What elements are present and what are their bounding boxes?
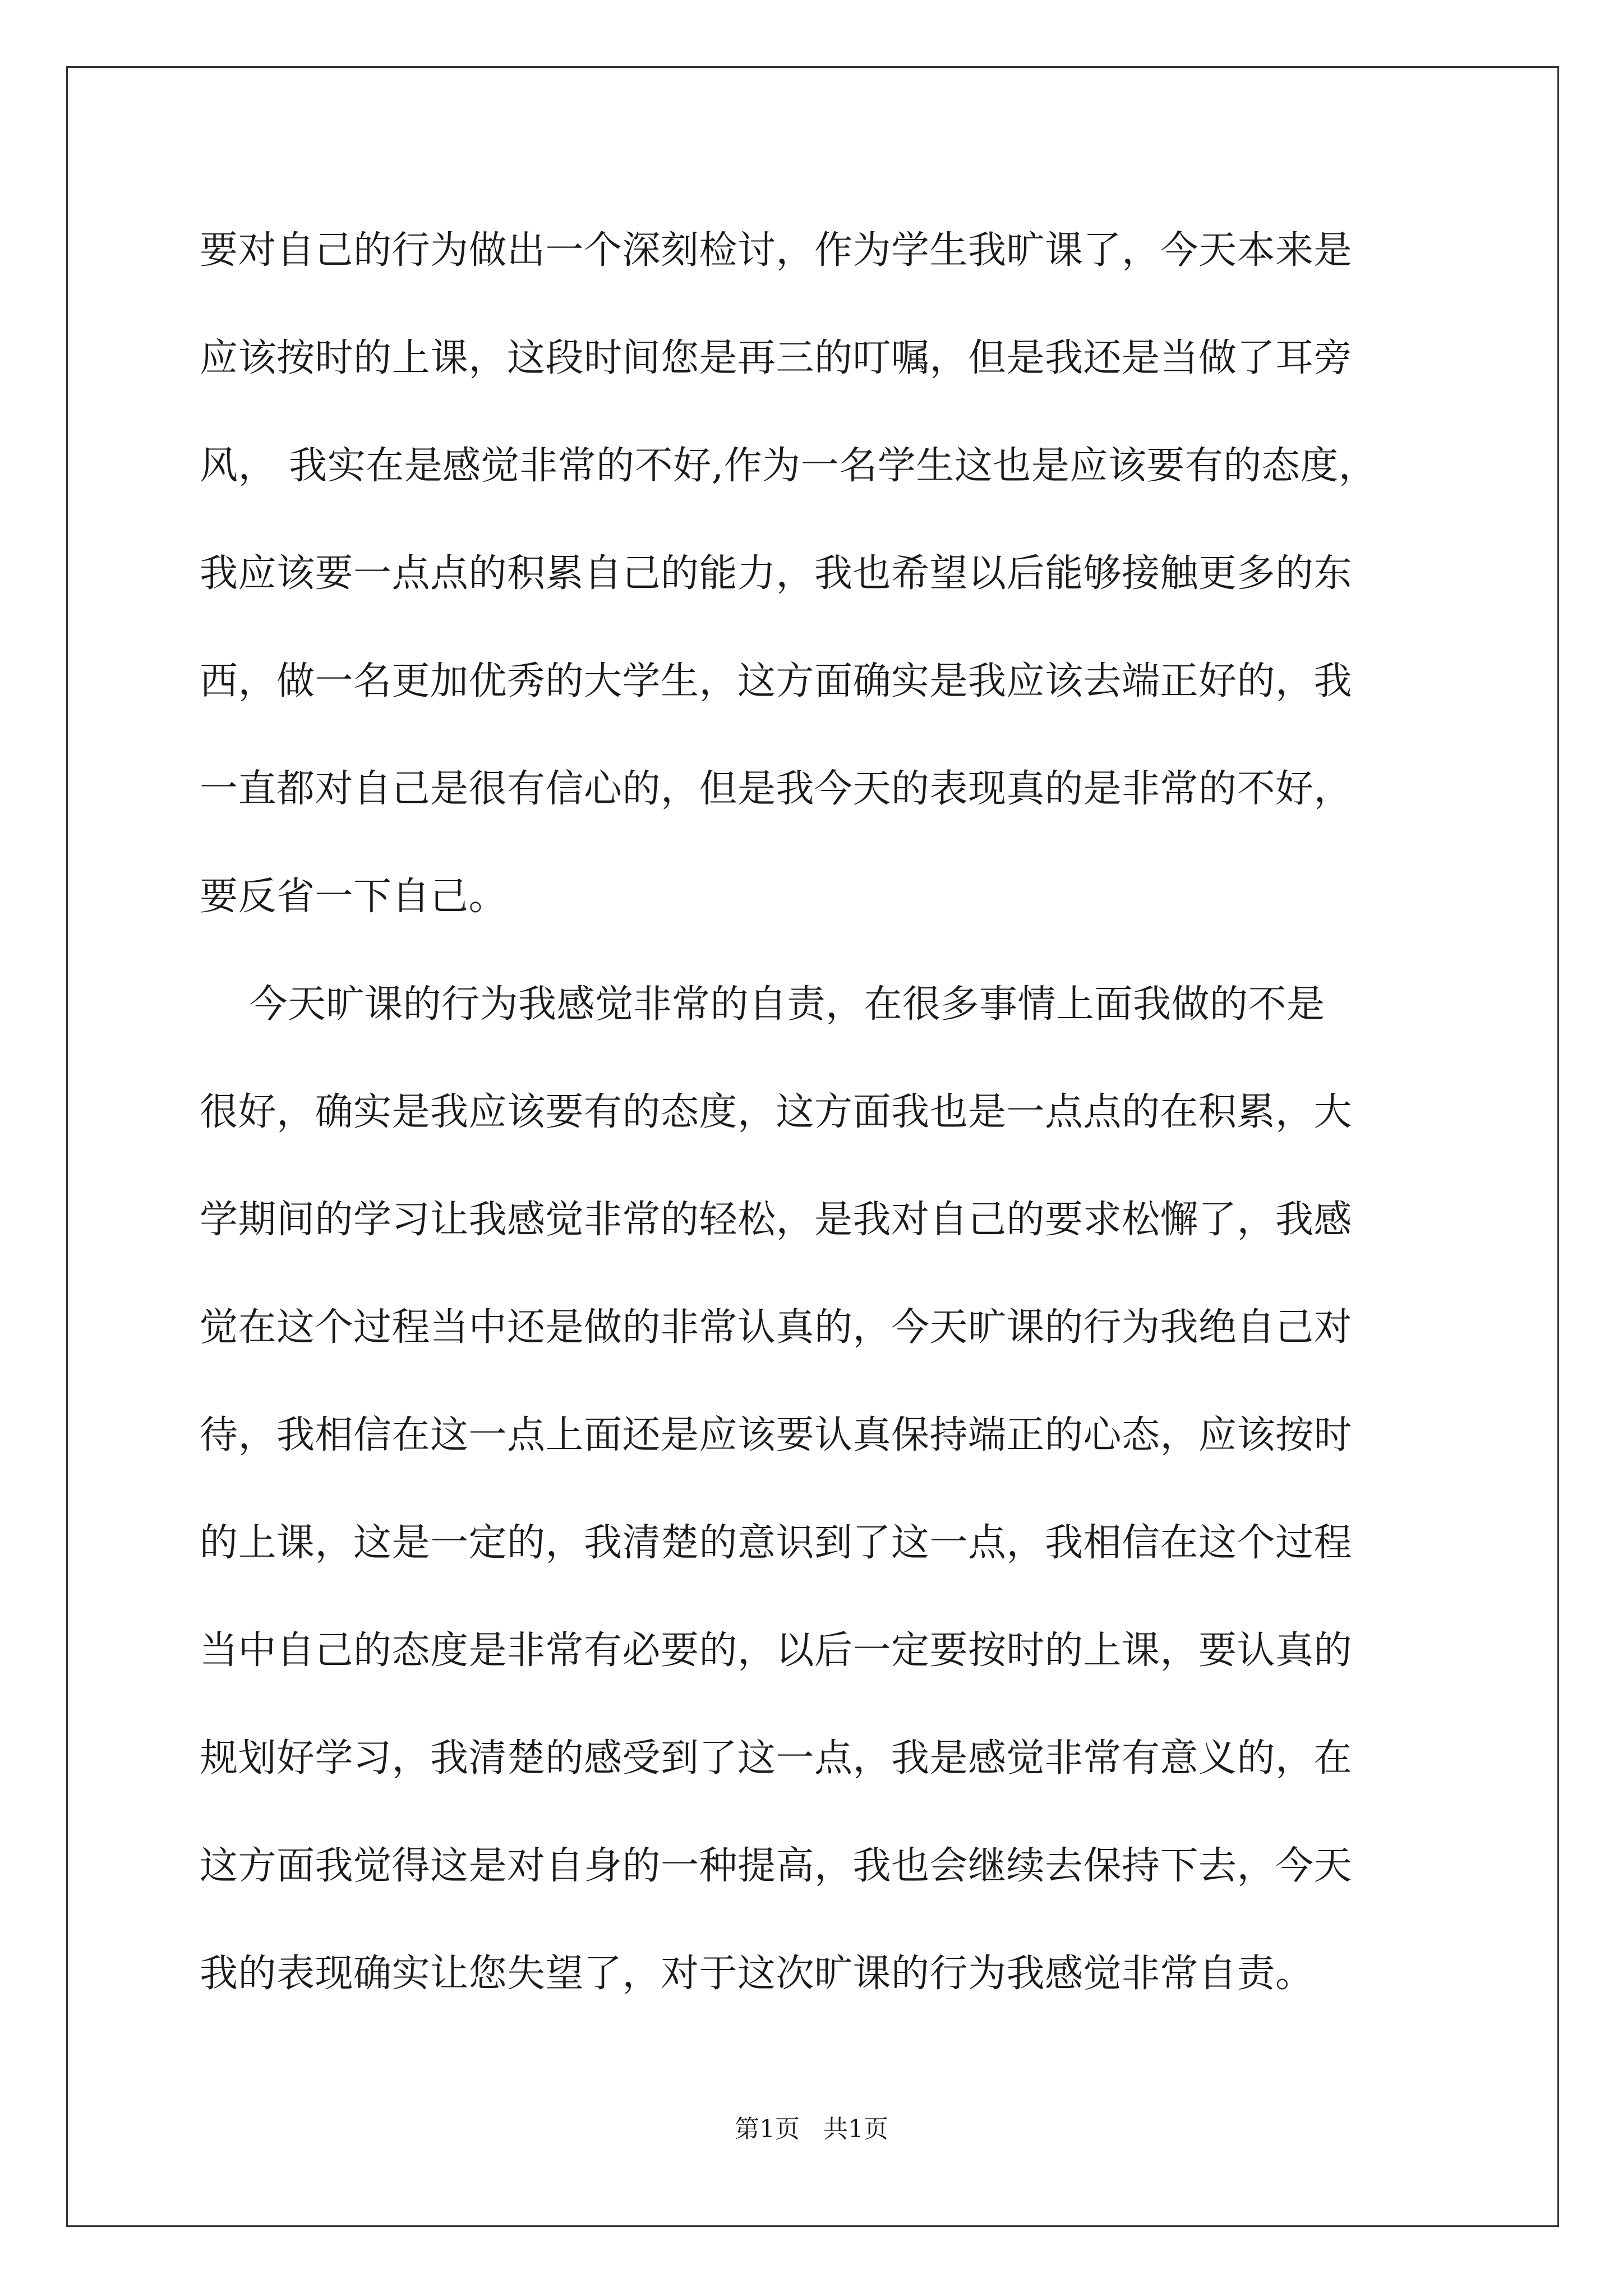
text-line: 风， 我实在是感觉非常的不好,作为一名学生这也是应该要有的态度，: [200, 444, 1377, 488]
document-body: [200, 220, 1433, 2051]
text-line: 要对自己的行为做出一个深刻检讨，作为学生我旷课了，今天本来是: [200, 228, 1353, 273]
text-line: 待，我相信在这一点上面还是应该要认真保持端正的心态，应该按时: [200, 1413, 1353, 1457]
text-line: 的上课，这是一定的，我清楚的意识到了这一点，我相信在这个过程: [200, 1521, 1353, 1565]
text-line: 一直都对自己是很有信心的，但是我今天的表现真的是非常的不好，: [200, 767, 1353, 811]
text-line: 很好，确实是我应该要有的态度，这方面我也是一点点的在积累，大: [200, 1090, 1353, 1134]
text-line: 今天旷课的行为我感觉非常的自责，在很多事情上面我做的不是: [200, 982, 1325, 1027]
text-line: 我的表现确实让您失望了，对于这次旷课的行为我感觉非常自责。: [200, 1952, 1314, 1996]
page-footer: 第1页 共1页: [735, 2115, 888, 2143]
text-line: 学期间的学习让我感觉非常的轻松，是我对自己的要求松懈了，我感: [200, 1198, 1353, 1242]
text-line: 当中自己的态度是非常有必要的，以后一定要按时的上课，要认真的: [200, 1628, 1353, 1673]
text-line: 应该按时的上课，这段时间您是再三的叮嘱，但是我还是当做了耳旁: [200, 336, 1353, 380]
text-line: 觉在这个过程当中还是做的非常认真的，今天旷课的行为我绝自己对: [200, 1305, 1353, 1350]
text-line: 西，做一名更加优秀的大学生，这方面确实是我应该去端正好的，我: [200, 659, 1353, 703]
text-line: 要反省一下自己。: [200, 875, 508, 919]
text-line: 规划好学习，我清楚的感受到了这一点，我是感觉非常有意义的，在: [200, 1736, 1353, 1780]
text-line: 我应该要一点点的积累自己的能力，我也希望以后能够接触更多的东: [200, 551, 1353, 596]
text-line: 这方面我觉得这是对自身的一种提高，我也会继续去保持下去，今天: [200, 1844, 1353, 1888]
